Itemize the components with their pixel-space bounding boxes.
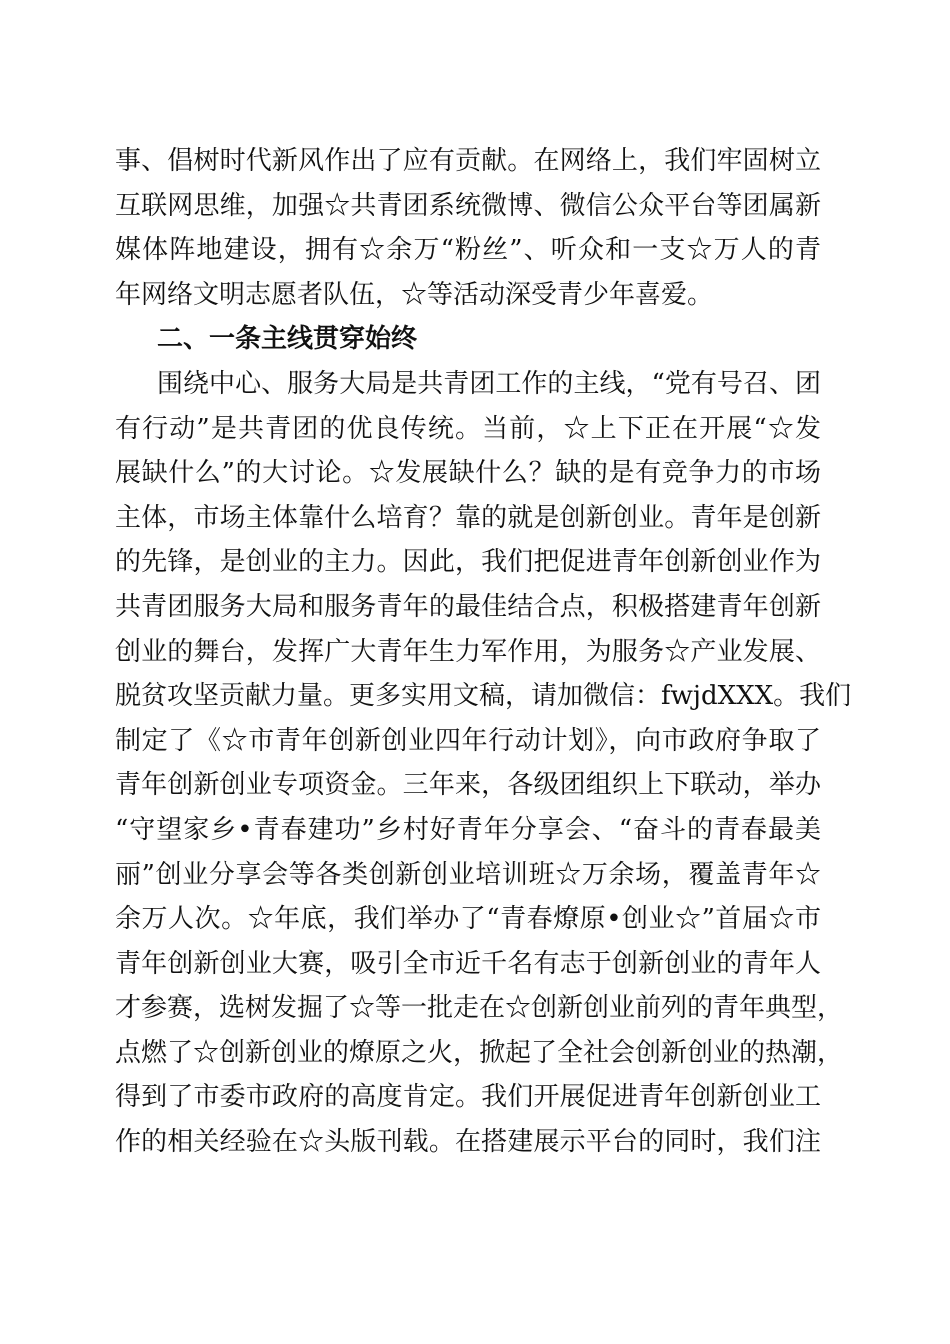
section-heading: 二、一条主线贯穿始终: [157, 324, 418, 355]
text-line: 主体，市场主体靠什么培育？靠的就是创新创业。青年是创新: [115, 502, 821, 533]
text-line: 事、倡树时代新风作出了应有贡献。在网络上，我们牢固树立: [115, 146, 821, 176]
text-line: 的先锋，是创业的主力。因此，我们把促进青年创新创业作为: [115, 547, 821, 578]
text-line: 制定了《☆市青年创新创业四年行动计划》，向市政府争取了: [115, 725, 821, 756]
paragraph-1: [115, 139, 821, 317]
text-line: 围绕中心、服务大局是共青团工作的主线，“党有号召、团: [157, 368, 821, 399]
text-line: 余万人次。☆年底，我们举办了“青春燎原•创业☆”首届☆市: [115, 904, 821, 935]
text-line: 丽”创业分享会等各类创新创业培训班☆万余场，覆盖青年☆: [115, 859, 821, 890]
document-page: [115, 139, 852, 1165]
text-line: 作的相关经验在☆头版刊载。在搭建展示平台的同时，我们注: [115, 1127, 821, 1158]
text-line: 创业的舞台，发挥广大青年生力军作用，为服务☆产业发展、: [115, 636, 821, 667]
text-line: 展缺什么”的大讨论。☆发展缺什么？缺的是有竞争力的市场: [115, 458, 821, 489]
text-line: 有行动”是共青团的优良传统。当前，☆上下正在开展“☆发: [115, 413, 821, 444]
text-line: 点燃了☆创新创业的燎原之火，掀起了全社会创新创业的热潮，: [115, 1037, 844, 1068]
text-line: 年网络文明志愿者队伍，☆等活动深受青少年喜爱。: [115, 279, 714, 310]
text-line: 互联网思维，加强☆共青团系统微博、微信公众平台等团属新: [115, 190, 821, 221]
text-line: 脱贫攻坚贡献力量。更多实用文稿，请加微信：fwjdXXX。我们: [115, 681, 852, 712]
text-line: 得到了市委市政府的高度肯定。我们开展促进青年创新创业工: [115, 1082, 821, 1113]
text-line: 才参赛，选树发掘了☆等一批走在☆创新创业前列的青年典型，: [115, 993, 844, 1024]
text-line: 共青团服务大局和服务青年的最佳结合点，积极搭建青年创新: [115, 591, 821, 622]
text-line: 青年创新创业大赛，吸引全市近千名有志于创新创业的青年人: [115, 948, 821, 979]
text-line: 媒体阵地建设，拥有☆余万“粉丝”、听众和一支☆万人的青: [115, 235, 821, 266]
paragraph-2: [115, 362, 852, 1165]
text-line: “守望家乡•青春建功”乡村好青年分享会、“奋斗的青春最美: [115, 814, 821, 845]
text-line: 青年创新创业专项资金。三年来，各级团组织上下联动，举办: [115, 770, 821, 801]
